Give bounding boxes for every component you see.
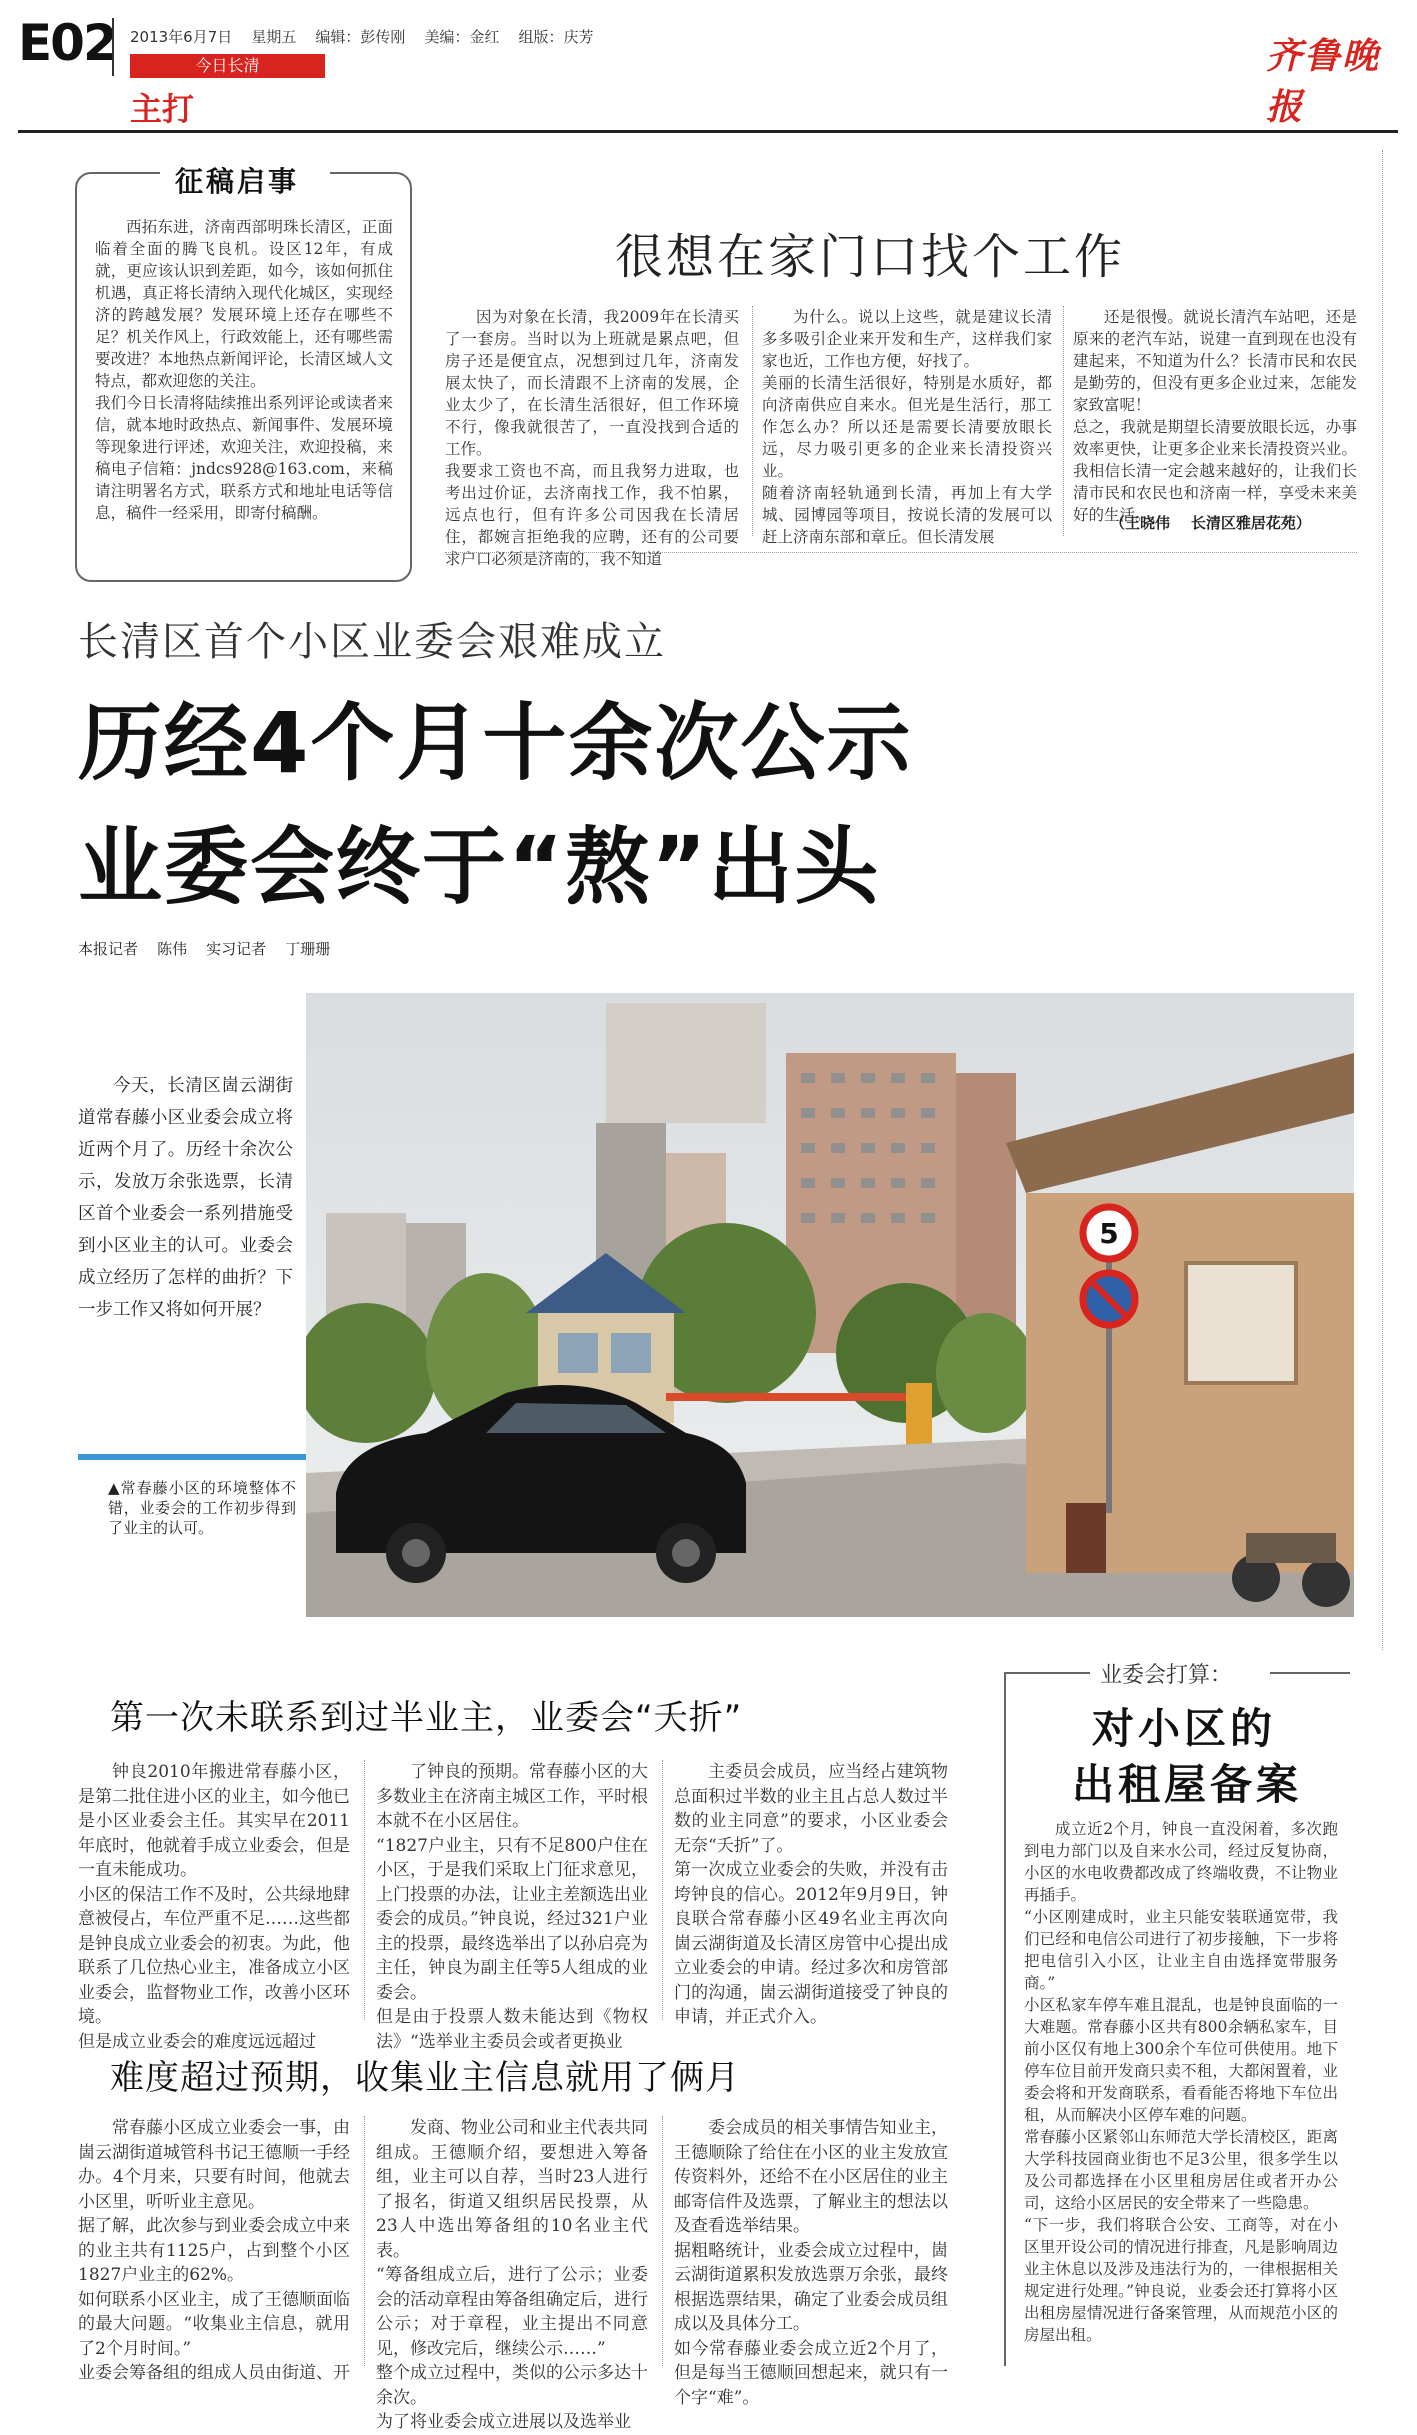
section2-divider-1 <box>364 2116 365 2366</box>
sidebar-title-line-2: 出租屋备案 <box>1072 1760 1303 1809</box>
header-rule <box>112 18 114 76</box>
photo-caption: ▲常春藤小区的环境整体不错，业委会的工作初步得到了业主的认可。 <box>108 1479 296 1537</box>
community-scene-illustration <box>306 993 1354 1617</box>
newspaper-logo: 齐鲁晚报 <box>1266 35 1381 128</box>
section1-title: 第一次未联系到过半业主，业委会“夭折” <box>110 1698 743 1738</box>
main-photo <box>306 993 1354 1617</box>
notice-title: 征稿启事 <box>175 165 300 198</box>
sidebar-body: 成立近2个月，钟良一直没闲着，多次跑到电力部门以及自来水公司，经过反复协商，小区的水电收费都改成了终端收费，不让物业再插手。 “小区刚建成时，业主只能安装联通宽带，我们已经和电信公司进行了初步接触，下一步将把电信引入小区，让业主自由选择宽带服务商。” 小区私家车停车难且混乱，也是钟良面临的一大难题。常春藤小区共有800余辆私家车，目前小区仅有地上300余个车位可供使用。地下停车位目前开发商只卖不租，大都闲置着，业委会将和开发商联系，看看能否将地下车位出租，从而解决小区停车难的问题。 常春藤小区紧邻山东师范大学长清校区，距离大学科技园商业街也不足3公里，很多学生以及公司都选择在小区里租房居住或者开办公司，这给小区居民的安全带来了一些隐患。 “下一步，我们将联合公安、工商等，对在小区里开设公司的情况进行排查，凡是影响周边业主休息以及涉及违法行为的，一律根据相关规定进行处理。”钟良说，业委会还打算将小区出租房屋情况进行备案管理，从而规范小区的房屋出租。 <box>1024 1820 1338 2344</box>
section2-divider-2 <box>662 2116 663 2366</box>
notice-body: 西拓东进，济南西部明珠长清区，正面临着全面的腾飞良机。设区12年，有成就，更应该认识到差距，如今，该如何抓住机遇，真正将长清纳入现代化城区，实现经济的跨越发展？发展环境上还存在哪些不足？机关作风上，行政效能上，还有哪些需要改进？本地热点新闻评论，长清区域人文特点，都欢迎您的关注。 我们今日长清将陆续推出系列评论或读者来信，就本地时政热点、新闻事件、发展环境等现象进行评述，欢迎关注，欢迎投稿，来稿电子信箱：jndcs928@163.com，来稿请注明署名方式，联系方式和地址电话等信息，稿件一经采用，即寄付稿酬。 <box>95 218 393 522</box>
letter-bottom-rule <box>445 552 1357 553</box>
speed-limit-sign: 5 <box>1099 1217 1119 1250</box>
section-title: 主打 <box>130 90 195 128</box>
header-bottom-rule <box>18 130 1398 133</box>
letter-col-1: 因为对象在长清，我2009年在长清买了一套房。当时以为上班就是累点吧，但房子还是便宜点，况想到过几年，济南发展太快了，而长清跟不上济南的发展，企业太少了，在长清生活很好，但工作环境不行，像我就很苦了，一直没找到合适的工作。 我要求工资也不高，而且我努力进取，也考出过价证，去济南找工作，我不怕累，远点也行，但有许多公司因我在长清居住，都婉言拒绝我的应聘，还有的公司要求户口必须是济南的，我不知道 <box>445 308 739 568</box>
byline: 本报记者 陈伟 实习记者 丁珊珊 <box>78 940 331 958</box>
section1-divider-1 <box>364 1760 365 2020</box>
section2-col-2: 发商、物业公司和业主代表共同组成。王德顺介绍，要想进入筹备组，业主可以自荐，当时23人进行了报名，街道又组织居民投票，从23人中选出筹备组的10名业主代表。 “筹备组成立后，进行了公示；业委会的活动章程由筹备组确定后，进行公示；对于章程，业主提出不同意见，修改完后，继续公示……” 整个成立过程中，类似的公示多达十余次。 为了将业委会成立进展以及选举业 <box>376 2118 648 2432</box>
letter-col-3: 还是很慢。就说长清汽车站吧，还是原来的老汽车站，说建一直到现在也没有建起来，不知道为什么？长清市民和农民是勤劳的，但没有更多企业过来，怎能发家致富呢！ 总之，我就是期望长清要放眼长远，办事效率更快，让更多企业来长清投资兴业。我相信长清一定会越来越好的，让我们长清市民和农民也和济南一样，享受未来美好的生活。 <box>1073 308 1357 524</box>
main-subhead: 长清区首个小区业委会艰难成立 <box>78 619 666 665</box>
main-headline-line-2: 业委会终于“熬”出头 <box>78 818 881 916</box>
section1-col-1: 钟良2010年搬进常春藤小区，是第二批住进小区的业主，如今他已是小区业委会主任。其实早在2011年底时，他就着手成立业委会，但是一直未能成功。 小区的保洁工作不及时，公共绿地肆意被侵占，车位严重不足……这些都是钟良成立业委会的初衷。为此，他联系了几位热心业主，准备成立小区业委会，监督物业工作，改善小区环境。 但是成立业委会的难度远远超过 <box>78 1762 350 2052</box>
sidebar-title-line-1: 对小区的 <box>1092 1704 1277 1753</box>
lead-text: 今天，长清区崮云湖街道常春藤小区业委会成立将近两个月了。历经十余次公示，发放万余张选票，长清区首个业委会一系列措施受到小区业主的认可。业委会成立经历了怎样的曲折？下一步工作又将如何开展？ <box>78 1076 293 1320</box>
letter-signature: （王晓伟 长清区雅居花苑） <box>1110 514 1311 532</box>
letter-divider-1 <box>752 306 753 536</box>
section2-title: 难度超过预期，收集业主信息就用了俩月 <box>110 2058 740 2098</box>
letter-col-2: 为什么。说以上这些，就是建议长清多多吸引企业来开发和生产，这样我们家家也近，工作也方便，好找了。 美丽的长清生活很好，特别是水质好，都向济南供应自来水。但光是生活行，那工作怎么办？所以还是需要长清要放眼长远，尽力吸引更多的企业来长清投资兴业。 随着济南轻轨通到长清，再加上有大学城、园博园等项目，按说长清的发展可以赶上济南东部和章丘。但长清发展 <box>762 308 1052 546</box>
page-number: E02 <box>18 14 116 72</box>
section2-col-1: 常春藤小区成立业委会一事，由崮云湖街道城管科书记王德顺一手经办。4个月来，只要有时间，他就去小区里，听听业主意见。 据了解，此次参与到业委会成立中来的业主共有1125户，占到整个小区1827户业主的62%。 如何联系小区业主，成了王德顺面临的最大问题。“收集业主信息，就用了2个月时间。” 业委会筹备组的组成人员由街道、开 <box>78 2118 350 2383</box>
section-tag-label: 今日长清 <box>195 56 260 75</box>
main-headline-line-1: 历经4个月十余次公示 <box>78 694 913 792</box>
section1-divider-2 <box>662 1760 663 2020</box>
right-margin-rule <box>1382 150 1383 1650</box>
caption-blue-bar <box>78 1454 306 1460</box>
header-meta: 2013年6月7日 星期五 编辑：彭传刚 美编：金红 组版：庆芳 <box>130 28 594 46</box>
section1-col-3: 主委员会成员，应当经占建筑物总面积过半数的业主且占总人数过半数的业主同意”的要求，小区业委会无奈“夭折”了。 第一次成立业委会的失败，并没有击垮钟良的信心。2012年9月9日，钟良联合常春藤小区49名业主再次向崮云湖街道及长清区房管中心提出成立业委会的申请。经过多次和房管部门的沟通，崮云湖街道接受了钟良的申请，并正式介入。 <box>674 1762 948 2027</box>
letter-divider-2 <box>1063 306 1064 536</box>
section1-col-2: 了钟良的预期。常春藤小区的大多数业主在济南主城区工作，平时根本就不在小区居住。 “1827户业主，只有不足800户住在小区，于是我们采取上门征求意见，上门投票的办法，让业主差额选出业委会的成员。”钟良说，经过321户业主的投票，最终选举出了以孙启亮为主任，钟良为副主任等5人组成的业委会。 但是由于投票人数未能达到《物权法》“选举业主委员会或者更换业 <box>376 1762 648 2052</box>
section-tag <box>130 54 325 78</box>
letter-title: 很想在家门口找个工作 <box>615 229 1126 285</box>
section2-col-3: 委会成员的相关事情告知业主，王德顺除了给住在小区的业主发放宣传资料外，还给不在小区居住的业主邮寄信件及选票，了解业主的想法以及查看选举结果。 据粗略统计，业委会成立过程中，崮云湖街道累积发放选票万余张，最终根据选票结果，确定了业委会成员组成以及具体分工。 如今常春藤业委会成立近2个月了，但是每当王德顺回想起来，就只有一个字“难”。 <box>674 2118 948 2408</box>
sidebar-tag: 业委会打算： <box>1100 1663 1233 1688</box>
